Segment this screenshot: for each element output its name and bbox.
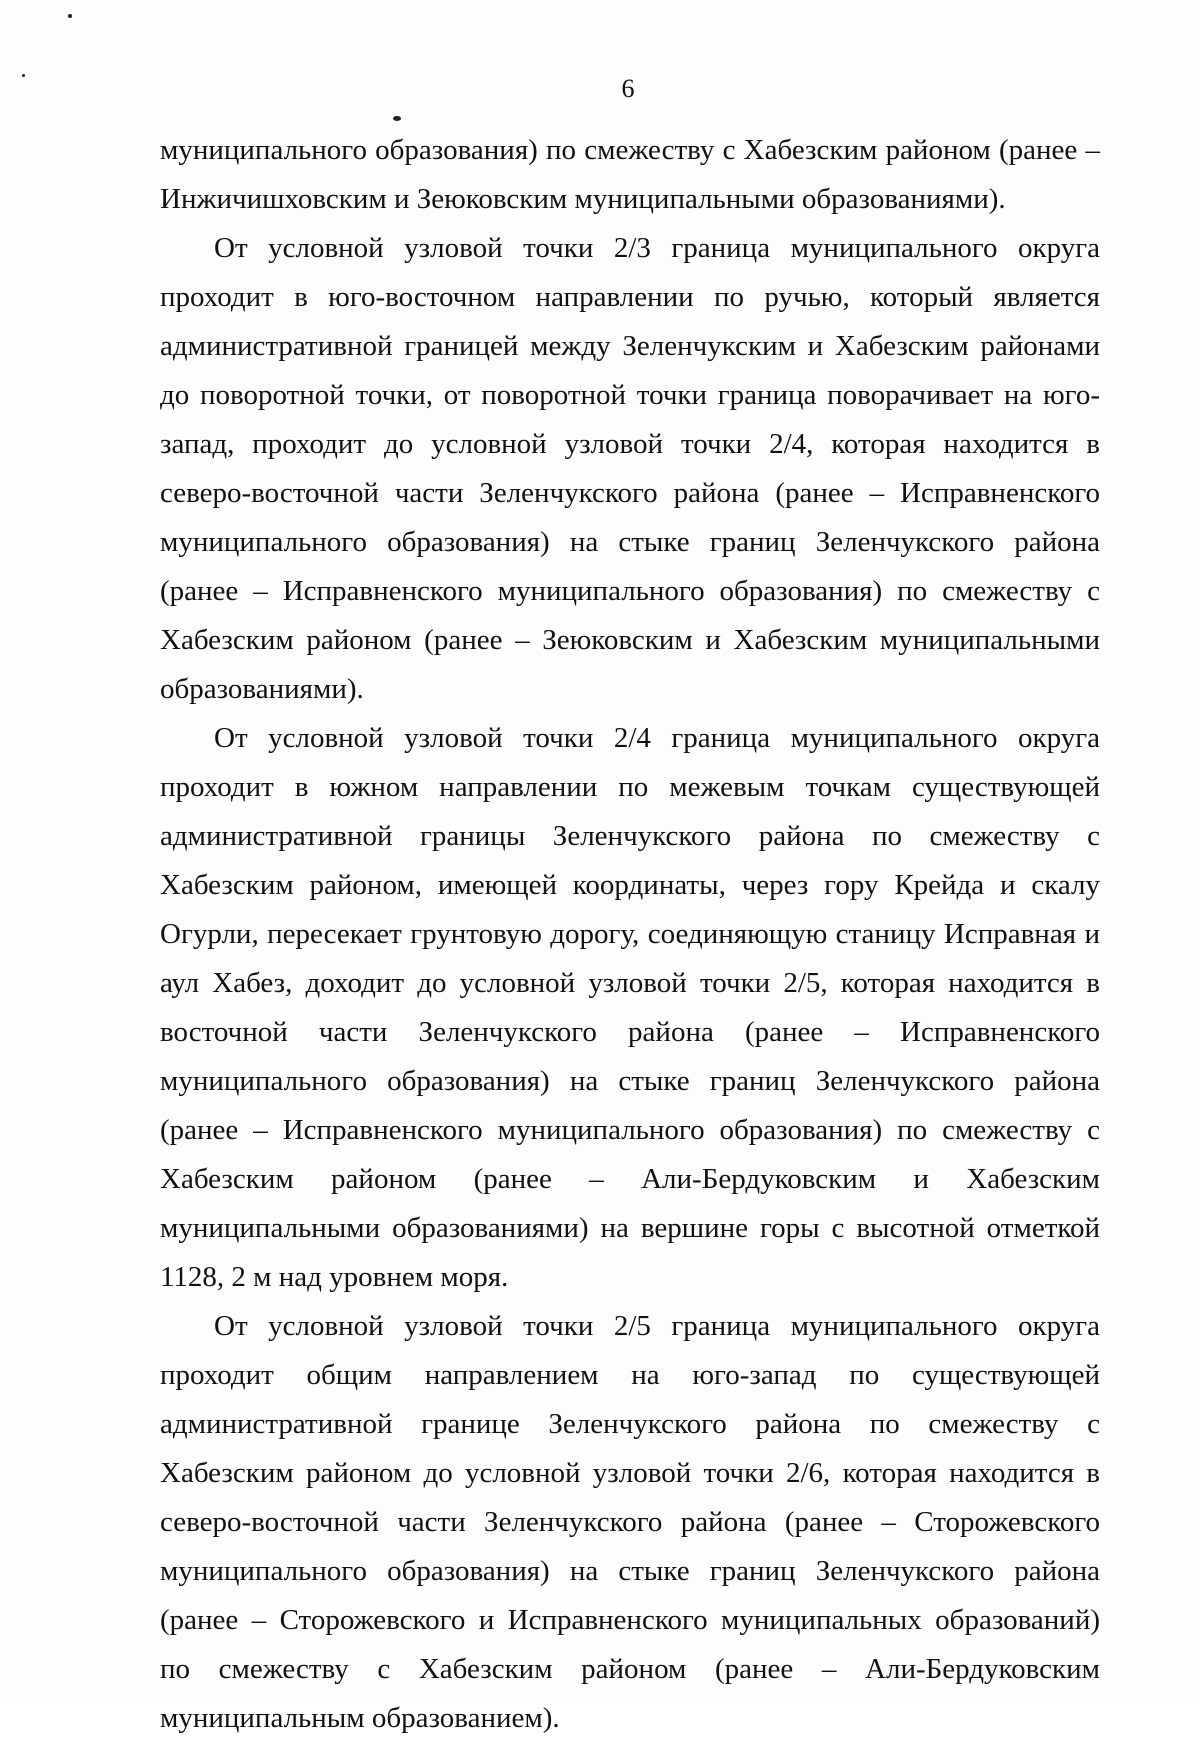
paragraph-point-2-3: От условной узловой точки 2/3 граница муниципального округа проходит в юго-восточном направлении по ручью, который является административной границей между Зеленчукским и Хабезским районами до поворотной точки, от поворотной точки граница поворачивает на юго-запад, проходит до условной узловой точки 2/4, которая находится в северо-восточной части Зеленчукского района (ранее – Исправненского муниципального образования) на стыке границ Зеленчукского района (ранее – Исправненского муниципального образования) по смежеству с Хабезским районом (ранее – Зеюковским и Хабезским муниципальными образованиями). (160, 232, 1100, 705)
document-body (160, 126, 1100, 1743)
scan-speck (68, 14, 72, 18)
page-number: 6 (621, 74, 635, 103)
paragraph-point-2-5: От условной узловой точки 2/5 граница муниципального округа проходит общим направлением на юго-запад по существующей административной границе Зеленчукского района по смежеству с Хабезским районом до условной узловой точки 2/6, которая находится в северо-восточной части Зеленчукского района (ранее – Сторожевского муниципального образования) на стыке границ Зеленчукского района (ранее – Сторожевского и Исправненского муниципальных образований) по смежеству с Хабезским районом (ранее – Али-Бердуковским муниципальным образованием). (160, 1310, 1100, 1734)
paragraph-point-2-4: От условной узловой точки 2/4 граница муниципального округа проходит в южном направлении по межевым точкам существующей административной границы Зеленчукского района по смежеству с Хабезским районом, имеющей координаты, через гору Крейда и скалу Огурли, пересекает грунтовую дорогу, соединяющую станицу Исправная и аул Хабез, доходит до условной узловой точки 2/5, которая находится в восточной части Зеленчукского района (ранее – Исправненского муниципального образования) на стыке границ Зеленчукского района (ранее – Исправненского муниципального образования) по смежеству с Хабезским районом (ранее – Али-Бердуковским и Хабезским муниципальными образованиями) на вершине горы с высотной отметкой 1128, 2 м над уровнем моря. (160, 722, 1100, 1293)
paragraph-continuation: муниципального образования) по смежеству с Хабезским районом (ранее – Инжичишховским и Зеюковским муниципальными образованиями). (160, 134, 1100, 215)
scan-speck (393, 116, 401, 121)
